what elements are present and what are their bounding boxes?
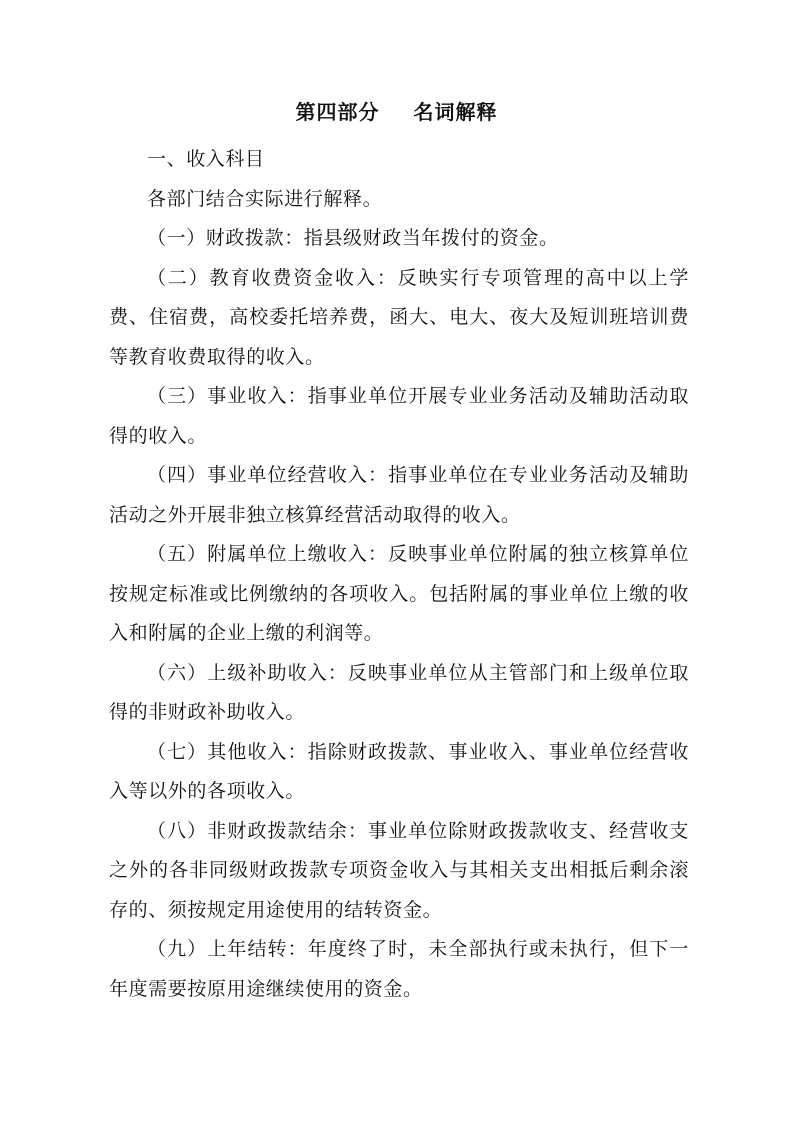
title-name: 名词解释 [413, 100, 498, 124]
page-title [0, 96, 793, 125]
paragraph: （一）财政拨款：指县级财政当年拨付的资金。 [147, 227, 559, 249]
paragraph: （二）教育收费资金收入：反映实行专项管理的高中以上学费、住宿费，高校委托培养费，函大、电大、夜大及短训班培训费等教育收费取得的收入。 [109, 266, 689, 368]
section-heading: 一、收入科目 [147, 148, 265, 170]
paragraph: （九）上年结转：年度终了时，未全部执行或未执行，但下一年度需要按原用途继续使用的资金。 [109, 938, 689, 1000]
paragraph: （七）其他收入：指除财政拨款、事业收入、事业单位经营收入等以外的各项收入。 [109, 740, 689, 802]
document-body [109, 140, 689, 1009]
title-part: 第四部分 [295, 100, 380, 124]
paragraph: 各部门结合实际进行解释。 [147, 187, 383, 210]
paragraph: （八）非财政拨款结余：事业单位除财政拨款收支、经营收支之外的各非同级财政拨款专项资金收入与其相关支出相抵后剩余滚存的、须按规定用途使用的结转资金。 [109, 819, 689, 921]
paragraph: （四）事业单位经营收入：指事业单位在专业业务活动及辅助活动之外开展非独立核算经营活动取得的收入。 [109, 464, 689, 526]
paragraph: （六）上级补助收入：反映事业单位从主管部门和上级单位取得的非财政补助收入。 [109, 661, 689, 723]
paragraph: （五）附属单位上缴收入：反映事业单位附属的独立核算单位按规定标准或比例缴纳的各项收入。包括附属的事业单位上缴的收入和附属的企业上缴的利润等。 [109, 543, 689, 644]
paragraph: （三）事业收入：指事业单位开展专业业务活动及辅助活动取得的收入。 [109, 385, 689, 447]
